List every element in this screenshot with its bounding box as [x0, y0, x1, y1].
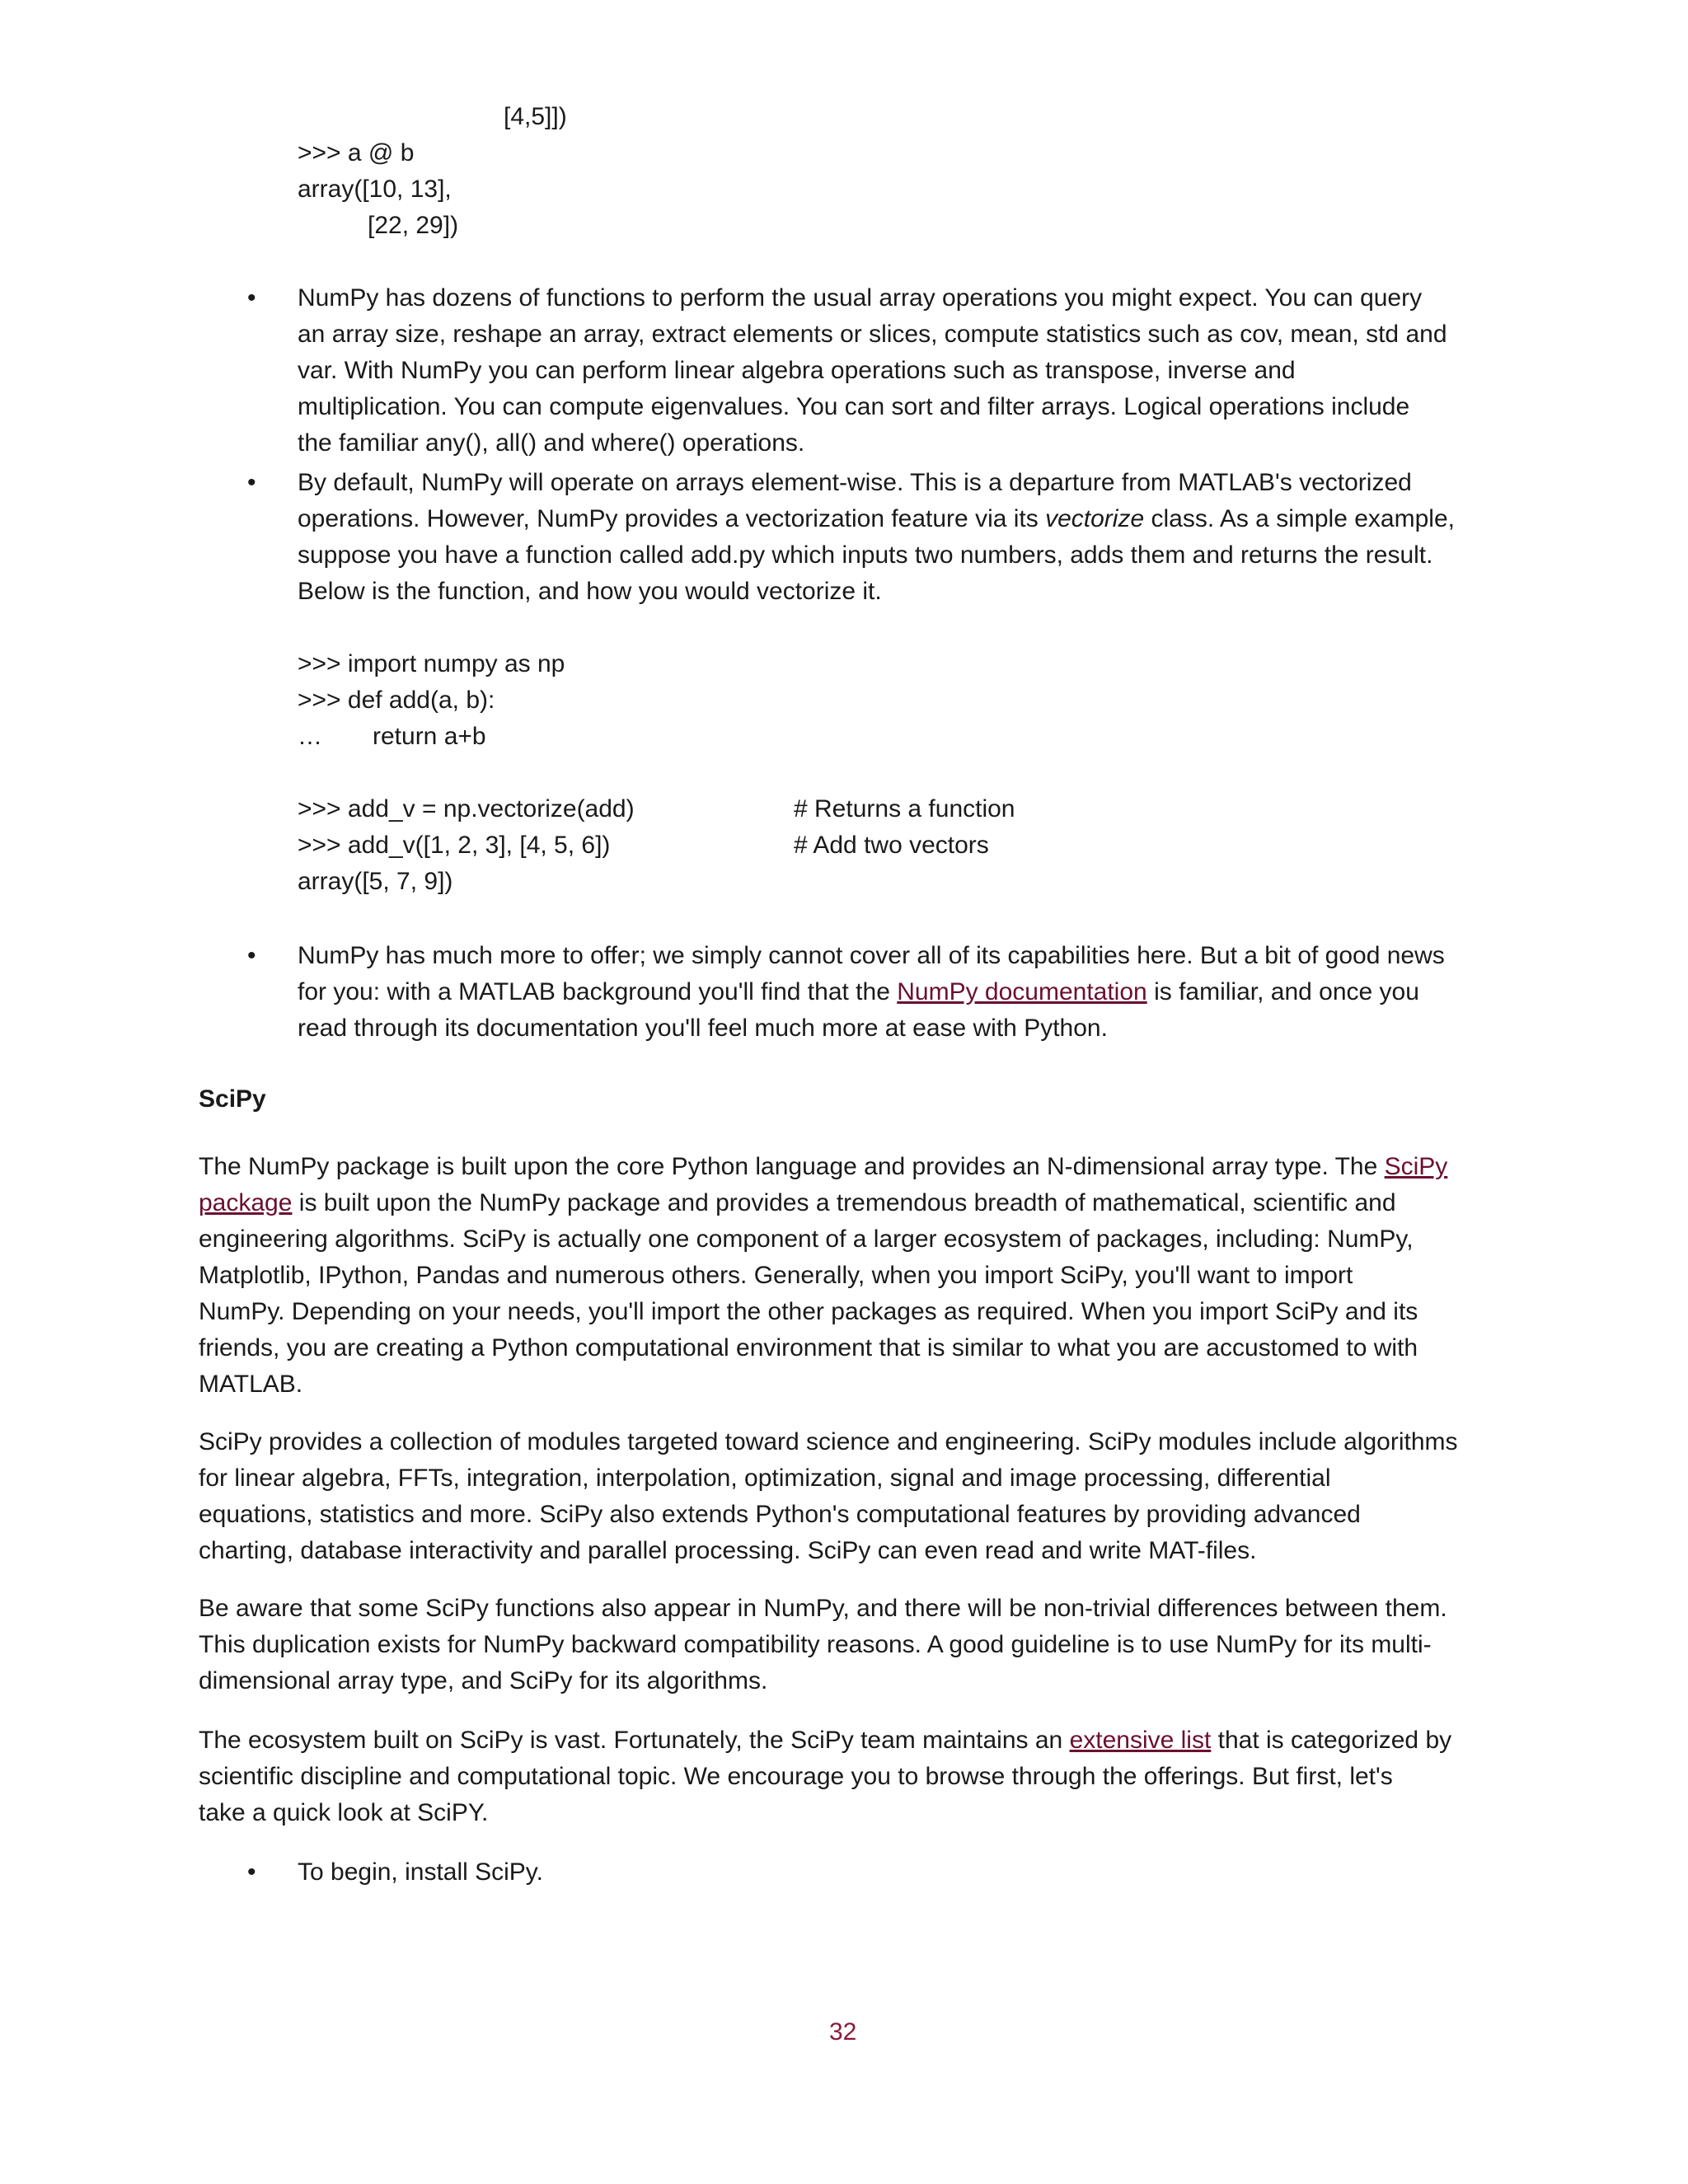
code-line: array([10, 13],	[298, 176, 452, 203]
para1-text: The NumPy package is built upon the core Python language and provides an N-dimensional array type. The	[199, 1153, 1385, 1180]
page-number: 32	[829, 2018, 857, 2046]
para1-line: Matplotlib, IPython, Pandas and numerous others. Generally, when you import SciPy, you'll want to import	[199, 1262, 1353, 1289]
para3-line: Be aware that some SciPy functions also appear in NumPy, and there will be non-trivial differences between them.	[199, 1595, 1447, 1622]
para3-line: This duplication exists for NumPy backward compatibility reasons. A good guideline is to use NumPy for its multi-	[199, 1631, 1432, 1658]
bullet1-line: var. With NumPy you can perform linear algebra operations such as transpose, inverse and	[298, 357, 1296, 384]
bullet1-line: multiplication. You can compute eigenvalues. You can sort and filter arrays. Logical operations include	[298, 393, 1410, 420]
para1-line	[199, 1149, 1447, 1185]
bullet1-line: an array size, reshape an array, extract elements or slices, compute statistics such as cov, mean, std and	[298, 321, 1447, 348]
bullet-icon: •	[247, 1858, 256, 1886]
para3-line: dimensional array type, and SciPy for its algorithms.	[199, 1667, 768, 1694]
para4-line: take a quick look at SciPY.	[199, 1799, 489, 1826]
para1-line: engineering algorithms. SciPy is actually one component of a larger ecosystem of packages, including: NumPy,	[199, 1226, 1414, 1253]
bullet2-text: operations. However, NumPy provides a vectorization feature via its	[298, 505, 1046, 532]
para1-line: NumPy. Depending on your needs, you'll import the other packages as required. When you import SciPy and its	[199, 1298, 1418, 1325]
bullet3-line: read through its documentation you'll feel much more at ease with Python.	[298, 1015, 1108, 1042]
bullet-icon: •	[247, 284, 256, 312]
para2-line: for linear algebra, FFTs, integration, interpolation, optimization, signal and image processing, differential	[199, 1465, 1331, 1492]
code-line: >>> a @ b	[298, 139, 415, 166]
bullet2-text: class. As a simple example,	[1144, 505, 1455, 532]
code-comment: # Returns a function	[794, 795, 1015, 823]
bullet3-line	[298, 974, 1419, 1010]
vectorize-term: vectorize	[1045, 505, 1145, 532]
code-line: >>> add_v([1, 2, 3], [4, 5, 6])	[298, 832, 611, 859]
bullet2-line: suppose you have a function called add.py which inputs two numbers, adds them and returns the result.	[298, 541, 1433, 569]
para1-line: MATLAB.	[199, 1371, 303, 1398]
code-line: >>> add_v = np.vectorize(add)	[298, 795, 635, 823]
bullet2-line: By default, NumPy will operate on arrays element-wise. This is a departure from MATLAB's vectorized	[298, 469, 1412, 496]
bullet1-line: the familiar any(), all() and where() operations.	[298, 429, 805, 457]
bullet2-line: Below is the function, and how you would vectorize it.	[298, 578, 882, 605]
para1-line: friends, you are creating a Python computational environment that is similar to what you are accustomed to with	[199, 1334, 1418, 1361]
bullet3-text: for you: with a MATLAB background you'll find that the	[298, 978, 898, 1005]
section-heading: SciPy	[199, 1085, 266, 1113]
code-line: >>> import numpy as np	[298, 650, 565, 677]
bullet-icon: •	[247, 469, 256, 496]
code-line: [4,5]])	[504, 103, 567, 130]
bullet3-line: NumPy has much more to offer; we simply cannot cover all of its capabilities here. But a bit of good news	[298, 942, 1445, 969]
para4-line: scientific discipline and computational topic. We encourage you to browse through the offerings. But first, let's	[199, 1763, 1393, 1790]
code-line: [22, 29])	[368, 212, 459, 239]
scipy-package-link[interactable]: SciPy	[1384, 1153, 1448, 1180]
para4-line	[199, 1722, 1451, 1759]
para4-text: that is categorized by	[1211, 1727, 1452, 1754]
bullet4-line: To begin, install SciPy.	[298, 1858, 543, 1886]
para1-text: is built upon the NumPy package and provides a tremendous breadth of mathematical, scientific and	[292, 1189, 1396, 1216]
para2-line: charting, database interactivity and parallel processing. SciPy can even read and write MAT-files.	[199, 1537, 1257, 1564]
para2-line: SciPy provides a collection of modules targeted toward science and engineering. SciPy modules include algorithms	[199, 1428, 1458, 1455]
para4-text: The ecosystem built on SciPy is vast. Fortunately, the SciPy team maintains an	[199, 1727, 1070, 1754]
code-line: return a+b	[373, 723, 486, 750]
code-line: array([5, 7, 9])	[298, 868, 453, 895]
para1-line	[199, 1185, 1396, 1221]
bullet1-line: NumPy has dozens of functions to perform the usual array operations you might expect. You can query	[298, 284, 1423, 312]
numpy-documentation-link[interactable]: NumPy documentation	[897, 978, 1147, 1005]
bullet3-text: is familiar, and once you	[1146, 978, 1419, 1005]
scipy-package-link[interactable]: package	[199, 1189, 293, 1216]
extensive-list-link[interactable]: extensive list	[1069, 1727, 1212, 1754]
code-comment: # Add two vectors	[794, 832, 989, 859]
code-line: >>> def add(a, b):	[298, 687, 495, 714]
bullet-icon: •	[247, 942, 256, 969]
code-line: …	[298, 723, 322, 750]
para2-line: equations, statistics and more. SciPy also extends Python's computational features by providing advanced	[199, 1501, 1361, 1528]
bullet2-line	[298, 501, 1455, 537]
